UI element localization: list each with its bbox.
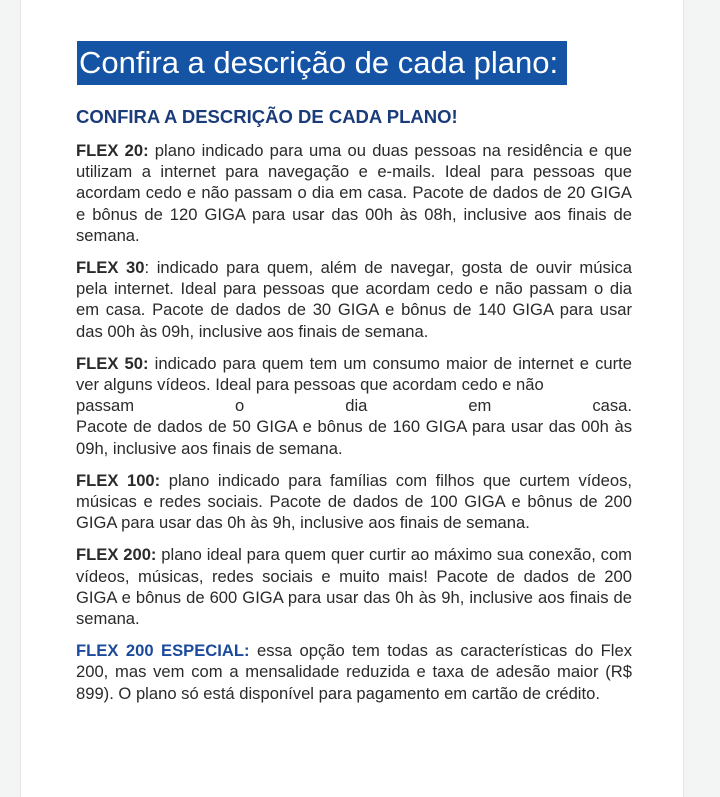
plan-flex-100 xyxy=(76,470,632,534)
plan-description: plano indicado para uma ou duas pessoas na residência e que utilizam a internet para navegação e e-mails. Ideal para pessoas que acordam cedo e não passam o dia em casa. Pacote de dados de 20 GIGA e bônus de 120 GIGA para usar das 00h às 08h, inclusive aos finais de semana. xyxy=(76,141,632,245)
plan-flex-50 xyxy=(76,353,632,459)
word: dia xyxy=(345,396,368,416)
banner-title: Confira a descrição de cada plano: xyxy=(77,41,567,85)
document-page xyxy=(20,0,684,797)
plan-name: FLEX 50: xyxy=(76,353,149,373)
plan-description: essa opção tem todas as características do Flex 200, mas vem com a mensalidade reduzida e taxa de adesão maior (R$ 899). O plano só está disponível para pagamento em cartão de crédito. xyxy=(76,641,633,703)
plan-flex-30 xyxy=(76,257,632,342)
word: o xyxy=(235,396,245,416)
plan-description: indicado para quem tem um consumo maior de internet e curte ver alguns vídeos. Ideal para pessoas que acordam cedo e não xyxy=(76,353,632,395)
plan-description: plano ideal para quem quer curtir ao máximo sua conexão, com vídeos, músicas, redes sociais e muito mais! Pacote de dados de 200 GIGA e bônus de 600 GIGA para usar das 0h às 9h, inclusive aos finais de semana. xyxy=(76,545,632,629)
word: casa. xyxy=(592,396,632,416)
plan-description: plano indicado para famílias com filhos que curtem vídeos, músicas e redes sociais. Pacote de dados de 100 GIGA e bônus de 200 GIGA para usar das 0h às 9h, inclusive aos finais de semana. xyxy=(76,470,632,533)
plans-content xyxy=(76,104,632,715)
justified-line xyxy=(76,395,632,416)
plan-description: : indicado para quem, além de navegar, gosta de ouvir música pela internet. Ideal para pessoas que acordam cedo e não passam o dia em casa. Pacote de dados de 30 GIGA e bônus de 140 GIGA para usar das 00h às 09h, inclusive aos finais de semana. xyxy=(76,258,632,341)
plan-name: FLEX 200: xyxy=(76,545,157,565)
plan-flex-20 xyxy=(76,140,632,246)
plan-flex-200 xyxy=(76,544,632,629)
word: em xyxy=(468,396,492,416)
plan-name: FLEX 20: xyxy=(76,141,149,160)
section-heading: CONFIRA A DESCRIÇÃO DE CADA PLANO! xyxy=(76,106,458,127)
plan-flex-200-especial xyxy=(76,640,632,704)
plan-name: FLEX 200 ESPECIAL: xyxy=(76,641,250,661)
plan-name: FLEX 30 xyxy=(76,258,145,278)
plan-name: FLEX 100: xyxy=(76,470,161,490)
word: passam xyxy=(76,396,135,416)
plan-description: Pacote de dados de 50 GIGA e bônus de 160 GIGA para usar das 00h às 09h, inclusive aos finais de semana. xyxy=(76,417,632,458)
